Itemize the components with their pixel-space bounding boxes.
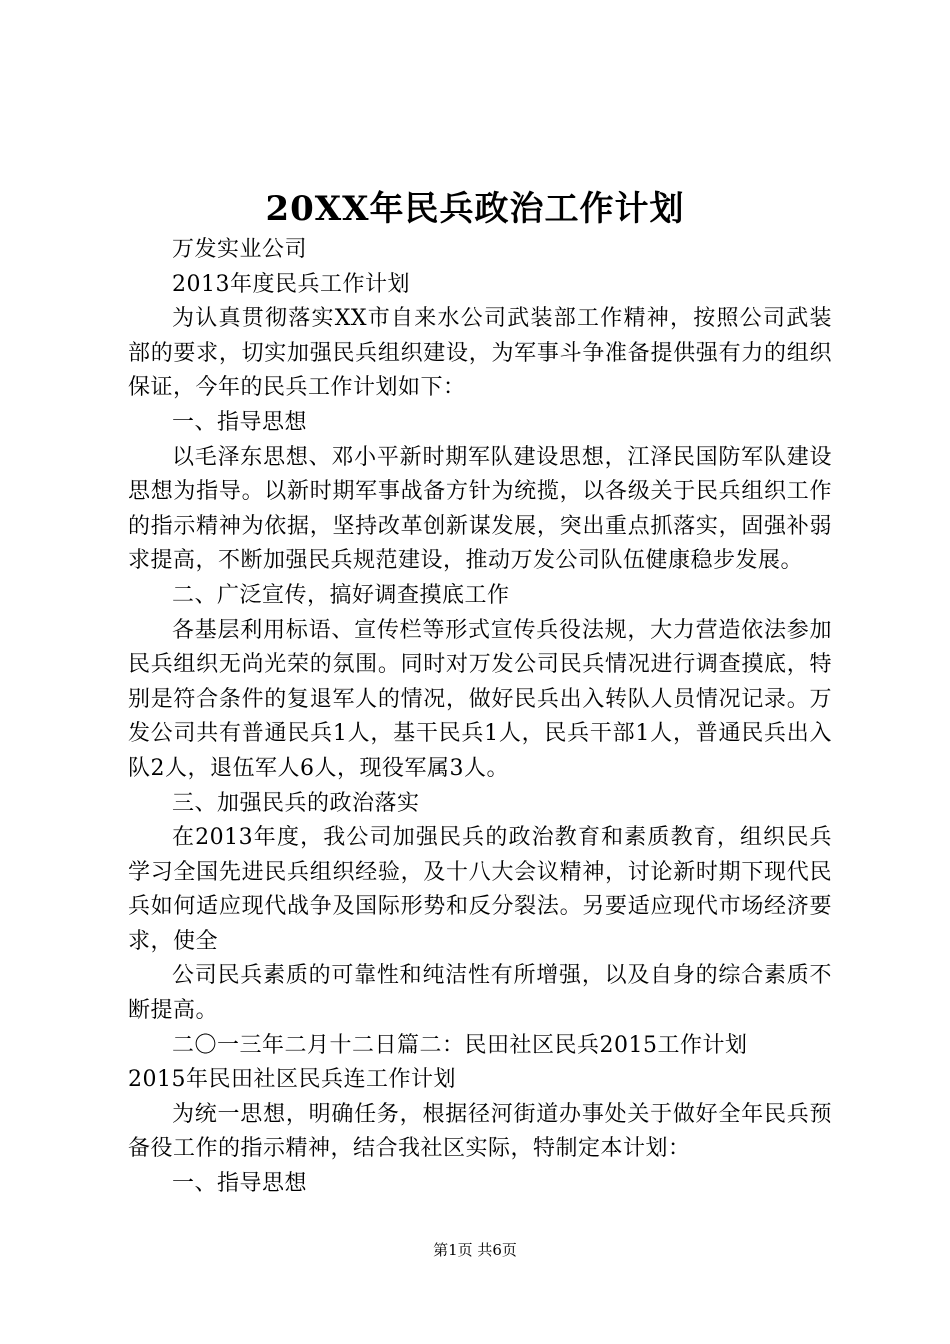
paragraph-political: 在2013年度，我公司加强民兵的政治教育和素质教育，组织民兵学习全国先进民兵组织经验，及十八大会议精神，讨论新时期下现代民兵如何适应现代战争及国际形势和反分裂法。另要适应现代市场经济要求，使全 [128, 825, 832, 954]
heading-political: 三、加强民兵的政治落实 [172, 790, 420, 816]
paragraph-plan-title-2015: 2015年民田社区民兵连工作计划 [128, 1067, 456, 1093]
page-footer: 第1页 共6页 [433, 1241, 517, 1259]
paragraph-2015-intro: 为统一思想，明确任务，根据径河街道办事处关于做好全年民兵预备役工作的指示精神，结合我社区实际，特制定本计划： [128, 1101, 832, 1162]
paragraph-guiding-thought: 以毛泽东思想、邓小平新时期军队建设思想，江泽民国防军队建设思想为指导。以新时期军事战备方针为统揽，以各级关于民兵组织工作的指示精神为依据，坚持改革创新谋发展，突出重点抓落实，固强补弱求提高，不断加强民兵规范建设，推动万发公司队伍健康稳步发展。 [128, 444, 832, 574]
document-title: 20XX年民兵政治工作计划 [265, 189, 685, 229]
paragraph-date-part-two: 二〇一三年二月十二日篇二：民田社区民兵2015工作计划 [172, 1032, 748, 1058]
paragraph-publicity-survey: 各基层利用标语、宣传栏等形式宣传兵役法规，大力营造依法参加民兵组织无尚光荣的氛围。同时对万发公司民兵情况进行调查摸底，特别是符合条件的复退军人的情况，做好民兵出入转队人员情况记录。万发公司共有普通民兵1人，基干民兵1人，民兵干部1人，普通民兵出入队2人，退伍军人6人，现役军属3人。 [128, 617, 832, 781]
document-body [128, 233, 832, 1202]
heading-guiding-thought-2015: 一、指导思想 [172, 1171, 308, 1197]
heading-publicity-survey: 二、广泛宣传，搞好调查摸底工作 [172, 582, 510, 608]
paragraph-company: 万发实业公司 [172, 237, 308, 262]
paragraph-quality: 公司民兵素质的可靠性和纯洁性有所增强，以及自身的综合素质不断提高。 [128, 963, 832, 1024]
paragraph-plan-title-2013: 2013年度民兵工作计划 [172, 271, 410, 297]
paragraph-intro: 为认真贯彻落实XX市自来水公司武装部工作精神，按照公司武装部的要求，切实加强民兵组织建设，为军事斗争准备提供强有力的组织保证，今年的民兵工作计划如下： [128, 306, 832, 401]
heading-guiding-thought: 一、指导思想 [172, 409, 308, 435]
